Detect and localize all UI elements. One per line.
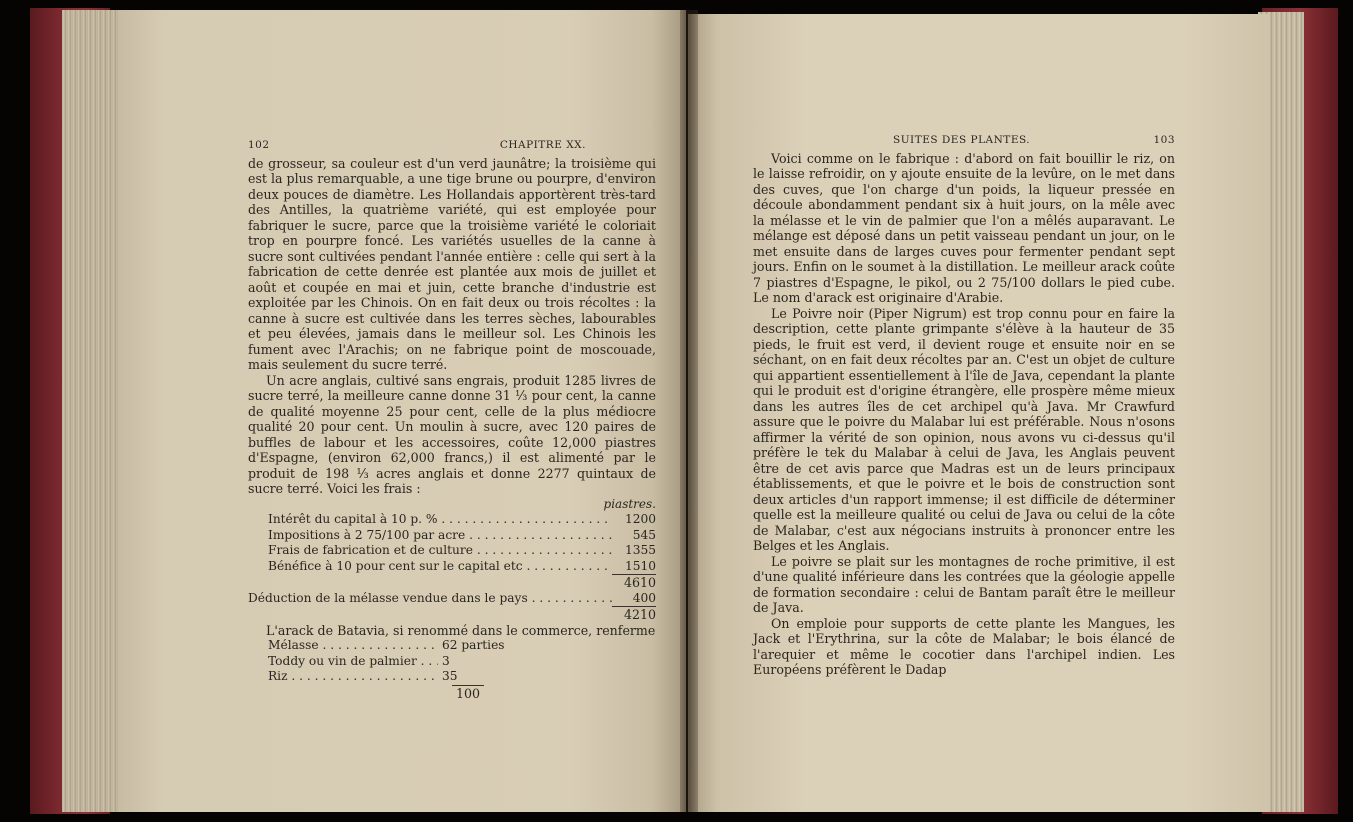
arack-component-value: 35: [442, 669, 458, 683]
expense-value: 1200: [624, 512, 656, 526]
arack-total-row: [248, 685, 508, 702]
left-running-head: [248, 138, 656, 154]
expense-value: 1510: [624, 558, 656, 573]
expense-value: 1355: [624, 543, 656, 557]
expenses-total: 4610: [612, 574, 656, 591]
right-paragraph-3: Le poivre se plait sur les montagnes de roche primitive, il est d'une qualité inférieure dans les contrées que la géologie appelle de formation secondaire : celui de Bantam paraît être le meilleur de Java.: [753, 553, 1175, 615]
arack-component-value: 3: [442, 653, 450, 668]
arack-total: 100: [452, 685, 484, 702]
book-gutter: [680, 10, 698, 812]
net-total: 4210: [612, 606, 656, 623]
right-paragraph-1: Voici comme on le fabrique : d'abord on fait bouillir le riz, on le laisse refroidir, on y ajoute ensuite de la levûre, on le met dans des cuves, que l'on charge d'un poids, la liqueur pressée en découle abondamment pendant six à huit jours, on la mêle avec la mélasse et le vin de palmier que l'on a mêlés auparavant. Le mélange est déposé dans un petit vaisseau pendant un jour, on le met ensuite dans de larges cuves pour fermenter pendant sept jours. Enfin on le soumet à la distillation. Le meilleur arack coûte 7 piastres d'Espagne, le pikol, ou 2 75/100 dollars le pied cube. Le nom d'arack est originaire d'Arabie.: [753, 150, 1175, 305]
arack-component-label: Mélasse . . .: [268, 638, 438, 654]
right-page-number: 103: [1153, 134, 1175, 146]
expense-label: Frais de fabrication et de culture . . .: [268, 543, 612, 559]
left-page-text: [248, 138, 656, 701]
arack-component-row: [248, 654, 508, 670]
right-page-text: [753, 133, 1175, 678]
left-paragraph-1: de grosseur, sa couleur est d'un verd jaunâtre; la troisième qui est la plus remarquable, a une tige brune ou pourpre, d'environ deux pouces de diamètre. Les Hollandais apportèrent très-tard des Antilles, la quatrième variété, qui est employée pour fabriquer le sucre, parce que la troisième variété le coloriait trop en pourpre foncé. Les variétés usuelles de la canne à sucre sont cultivées pendant l'année entière : celle qui sert à la fabrication de cette denrée est plantée aux mois de juillet et août et coupée en mai et juin, cette branche d'industrie est exploitée par les Chinois. On en fait deux ou trois récoltes : la canne à sucre est cultivée dans les terres sèches, labourables et peu élevées, jamais dans le meilleur sol. Les Chinois les fument avec l'Arachis; on ne fabrique point de moscouade, mais seulement du sucre terré.: [248, 155, 656, 372]
left-page-number: 102: [248, 139, 270, 151]
arack-component-row: [248, 669, 508, 685]
expense-row: [248, 559, 656, 575]
expense-value: 545: [632, 527, 656, 542]
net-total-row: [248, 606, 656, 623]
expense-row: [248, 543, 656, 559]
arack-intro: L'arack de Batavia, si renommé dans le commerce, renferme: [266, 622, 656, 638]
left-chapter-title: CHAPITRE XX.: [499, 139, 586, 151]
expense-label: Intérêt du capital à 10 p. % . . .: [268, 512, 612, 528]
expense-row: [248, 528, 656, 544]
right-paragraph-2: Le Poivre noir (Piper Nigrum) est trop connu pour en faire la description, cette plante grimpante s'élève à la hauteur de 35 pieds, le fruit est verd, il devient rouge et ensuite noir en se séchant, on en fait deux récoltes par an. C'est un objet de culture qui appartient essentiellement à l'île de Java, cependant la plante qui le produit est d'origine étrangère, elle prospère même mieux dans les autres îles de cet archipel qu'à Java. Mr Crawfurd assure que le poivre du Malabar lui est préférable. Nous n'osons affirmer la vérité de son opinion, nous avons vu ci-dessus qu'il préfère le tek du Malabar à celui de Java, les Anglais peuvent être de cet avis parce que Madras est un de leurs principaux établissements, et que le poivre et le bois de construction sont deux articles d'un rapport immense; il est difficile de déterminer quelle est la meilleure qualité ou celui de Java ou celui de la côte de Malabar, c'est aux négocians instruits à prononcer entre les Belges et les Anglais.: [753, 305, 1175, 553]
left-paragraph-2: Un acre anglais, cultivé sans engrais, produit 1285 livres de sucre terré, la meilleure canne donne 31 ⅓ pour cent, la canne de qualité moyenne 25 pour cent, celle de la plus médiocre qualité 20 pour cent. Un moulin à sucre, avec 120 paires de buffles de labour et les accessoires, coûte 12,000 piastres d'Espagne, (environ 62,000 francs,) il est alimenté par le produit de 198 ⅓ acres anglais et donne 2277 quintaux de sucre terré. Voici les frais :: [248, 372, 656, 496]
expenses-unit: piastres.: [603, 496, 656, 511]
deduction-label: Déduction de la mélasse vendue dans le pays . . .: [248, 591, 612, 607]
arack-component-label: Toddy ou vin de palmier . . .: [268, 654, 438, 670]
arack-component-row: [248, 638, 508, 654]
expense-label: Bénéfice à 10 pour cent sur le capital etc . . .: [268, 559, 612, 575]
expense-row: [248, 512, 656, 528]
arack-component-value: 62 parties: [442, 638, 505, 652]
expenses-total-row: [248, 574, 656, 591]
right-paragraph-4: On emploie pour supports de cette plante les Mangues, les Jack et l'Erythrina, sur la côte de Malabar; le bois élancé de l'arequier et même le cocotier dans l'archipel indien. Les Européens préfèrent le Dadap: [753, 615, 1175, 677]
left-page: [118, 10, 686, 812]
deduction-value: 400: [632, 590, 656, 605]
right-chapter-title: SUITES DES PLANTES.: [893, 134, 1031, 146]
right-running-head: [753, 133, 1175, 149]
deduction-row: [248, 591, 656, 607]
right-page: [688, 14, 1270, 812]
arack-component-label: Riz . . .: [268, 669, 438, 685]
expense-label: Impositions à 2 75/100 par acre . . .: [268, 528, 612, 544]
